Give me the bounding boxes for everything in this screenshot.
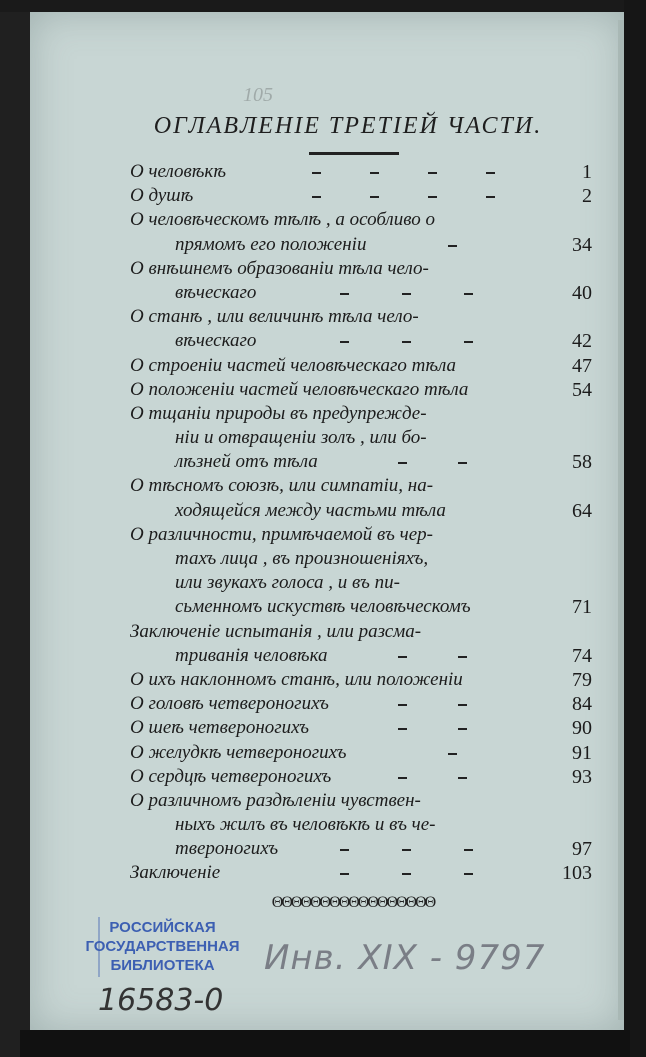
leader-dash xyxy=(398,728,407,730)
leader-dash xyxy=(340,873,349,875)
toc-entry xyxy=(130,668,600,692)
leader-dash xyxy=(398,704,407,706)
toc-leader xyxy=(130,233,520,257)
toc-leader xyxy=(130,837,520,861)
leader-dash xyxy=(428,172,437,174)
toc-page-number: 54 xyxy=(572,378,592,401)
toc-entry xyxy=(130,813,600,837)
scan-border-bottom xyxy=(20,1030,630,1057)
toc-page-number: 79 xyxy=(572,668,592,691)
toc-entry-text: О внѣшнемъ образованiи тѣла чело- xyxy=(130,257,429,279)
toc-leader xyxy=(130,861,520,885)
toc-entry xyxy=(130,620,600,644)
leader-dash xyxy=(458,462,467,464)
book-spine xyxy=(624,0,646,1057)
toc-entry xyxy=(130,499,600,523)
leader-dash xyxy=(464,293,473,295)
toc-leader xyxy=(130,692,520,716)
toc-page-number: 71 xyxy=(572,596,592,619)
toc-page-number: 97 xyxy=(572,838,592,861)
toc-page-number: 1 xyxy=(582,161,592,183)
toc-leader xyxy=(130,450,520,474)
toc-entry-text: О тѣсномъ союзѣ, или симпатiи, на- xyxy=(130,475,434,497)
toc-leader xyxy=(130,329,520,353)
toc-entry xyxy=(130,644,600,668)
leader-dash xyxy=(402,341,411,343)
toc-entry-text: О строенiи частей человѣческаго тѣла xyxy=(130,354,457,376)
toc-entry-text: О различности, примѣчаемой въ чер- xyxy=(130,523,433,545)
toc-page-number: 2 xyxy=(582,185,592,208)
leader-dash xyxy=(428,196,437,198)
toc-entry-text: О станѣ , или величинѣ тѣла чело- xyxy=(130,306,419,328)
toc-page-number: 74 xyxy=(572,644,592,667)
toc-page-number: 58 xyxy=(572,451,592,474)
toc-entry-text: или звукахъ голоса , и въ пи- xyxy=(175,572,400,594)
toc-entry-text: ныхъ жилъ въ человѣкѣ и въ че- xyxy=(175,814,436,836)
toc-page-number: 84 xyxy=(572,693,592,716)
toc-entry xyxy=(130,329,600,353)
toc-entry-text: лѣзней отъ тѣла xyxy=(175,451,318,473)
leader-dash xyxy=(402,293,411,295)
toc-entry-text: вѣческаго xyxy=(175,330,257,352)
page-number: 105 xyxy=(243,84,273,106)
leader-dash xyxy=(464,849,473,851)
leader-dash xyxy=(340,849,349,851)
leader-dash xyxy=(486,196,495,198)
toc-page-number: 34 xyxy=(572,233,592,256)
ornament-divider: ΘΘΘΘΘΘΘΘΘΘΘΘΘΘΘΘΘ xyxy=(271,894,435,911)
inventory-number: Инв. XIX - 9797 xyxy=(264,938,546,978)
toc-entry xyxy=(130,474,600,498)
toc-page-number: 103 xyxy=(562,862,592,885)
toc-page-number: 93 xyxy=(572,765,592,788)
toc-entry xyxy=(130,426,600,450)
shelfmark: 16583-0 xyxy=(98,983,224,1018)
toc-page-number: 42 xyxy=(572,330,592,353)
toc-entry-text: О ихъ наклонномъ станѣ, или положенiи xyxy=(130,668,463,690)
leader-dash xyxy=(448,245,457,247)
stamp-line-1: РОССИЙСКАЯ xyxy=(109,919,216,936)
toc-page-number: 40 xyxy=(572,281,592,304)
toc-entry xyxy=(130,402,600,426)
toc-entry-text: О положенiи частей человѣческаго тѣла xyxy=(130,378,469,400)
toc-entry-text: О различномъ раздѣленiи чувствен- xyxy=(130,789,421,811)
toc-entry xyxy=(130,523,600,547)
toc-entry-text: ходящейся между частьми тѣла xyxy=(175,499,446,521)
leader-dash xyxy=(398,777,407,779)
toc-entry-text: О головѣ четвероногихъ xyxy=(130,693,329,715)
leader-dash xyxy=(340,293,349,295)
toc-entry xyxy=(130,233,600,257)
toc-title: ОГЛАВЛЕНIЕ ТРЕТIЕЙ ЧАСТИ. xyxy=(153,113,543,139)
toc-page-number: 90 xyxy=(572,717,592,740)
toc-entry xyxy=(130,450,600,474)
leader-dash xyxy=(464,873,473,875)
leader-dash xyxy=(402,849,411,851)
toc-entry xyxy=(130,861,600,885)
toc-entry xyxy=(130,378,600,402)
toc-entry xyxy=(130,789,600,813)
leader-dash xyxy=(464,341,473,343)
leader-dash xyxy=(458,728,467,730)
toc-entry-text: сьменномъ искуствѣ человѣческомъ xyxy=(175,596,471,618)
scan-border-top xyxy=(0,0,646,12)
leader-dash xyxy=(458,777,467,779)
toc-entry xyxy=(130,305,600,329)
leader-dash xyxy=(398,656,407,658)
toc-entry-text: тахъ лица , въ произношенiяхъ, xyxy=(175,548,429,569)
toc-entry-text: вѣческаго xyxy=(175,281,257,303)
toc-entry xyxy=(130,281,600,305)
leader-dash xyxy=(312,196,321,198)
toc-leader xyxy=(130,184,520,208)
toc-leader xyxy=(130,741,520,765)
toc-entry xyxy=(130,160,600,184)
leader-dash xyxy=(458,704,467,706)
leader-dash xyxy=(402,873,411,875)
leader-dash xyxy=(398,462,407,464)
toc-entry xyxy=(130,257,600,281)
toc-leader xyxy=(130,716,520,740)
toc-leader xyxy=(130,160,520,184)
toc-page-number: 91 xyxy=(572,741,592,764)
toc-entry xyxy=(130,571,600,595)
toc-entry xyxy=(130,741,600,765)
toc-entry-text: Заключенiе xyxy=(130,862,221,884)
table-of-contents xyxy=(130,160,600,886)
toc-entry-text: О человѣкѣ xyxy=(130,161,226,182)
stamp-line-2: ГОСУДАРСТВЕННАЯ xyxy=(85,938,240,955)
toc-page-number: 47 xyxy=(572,354,592,377)
toc-entry-text: О желудкѣ четвероногихъ xyxy=(130,741,347,763)
toc-entry-text: О тщанiи природы въ предупрежде- xyxy=(130,402,427,424)
leader-dash xyxy=(340,341,349,343)
leader-dash xyxy=(370,172,379,174)
leader-dash xyxy=(486,172,495,174)
toc-entry xyxy=(130,692,600,716)
toc-entry xyxy=(130,547,600,571)
leader-dash xyxy=(370,196,379,198)
toc-page-number: 64 xyxy=(572,499,592,522)
toc-entry xyxy=(130,837,600,861)
toc-entry xyxy=(130,184,600,208)
stamp-line-3: БИБЛИОТЕКА xyxy=(110,957,215,974)
toc-entry-text: твероногихъ xyxy=(175,838,279,860)
toc-entry-text: прямомъ его положенiи xyxy=(175,233,367,255)
toc-entry-text: О человѣческомъ тѣлѣ , а особливо о xyxy=(130,209,435,231)
toc-entry xyxy=(130,354,600,378)
toc-entry-text: О шеѣ четвероногихъ xyxy=(130,717,309,739)
toc-entry-text: Заключенiе испытанiя , или разсма- xyxy=(130,620,422,642)
toc-entry-text: триванiя человѣка xyxy=(175,644,328,666)
toc-entry-text: О душѣ xyxy=(130,185,194,207)
title-rule xyxy=(309,152,399,155)
toc-leader xyxy=(130,281,520,305)
toc-entry xyxy=(130,595,600,619)
library-stamp xyxy=(80,918,245,980)
toc-entry xyxy=(130,716,600,740)
toc-leader xyxy=(130,765,520,789)
toc-entry-text: О сердцѣ четвероногихъ xyxy=(130,765,332,787)
leader-dash xyxy=(312,172,321,174)
toc-leader xyxy=(130,644,520,668)
leader-dash xyxy=(448,753,457,755)
toc-entry xyxy=(130,765,600,789)
leader-dash xyxy=(458,656,467,658)
toc-entry xyxy=(130,208,600,232)
toc-entry-text: нiи и отвращенiи золъ , или бо- xyxy=(175,427,427,449)
